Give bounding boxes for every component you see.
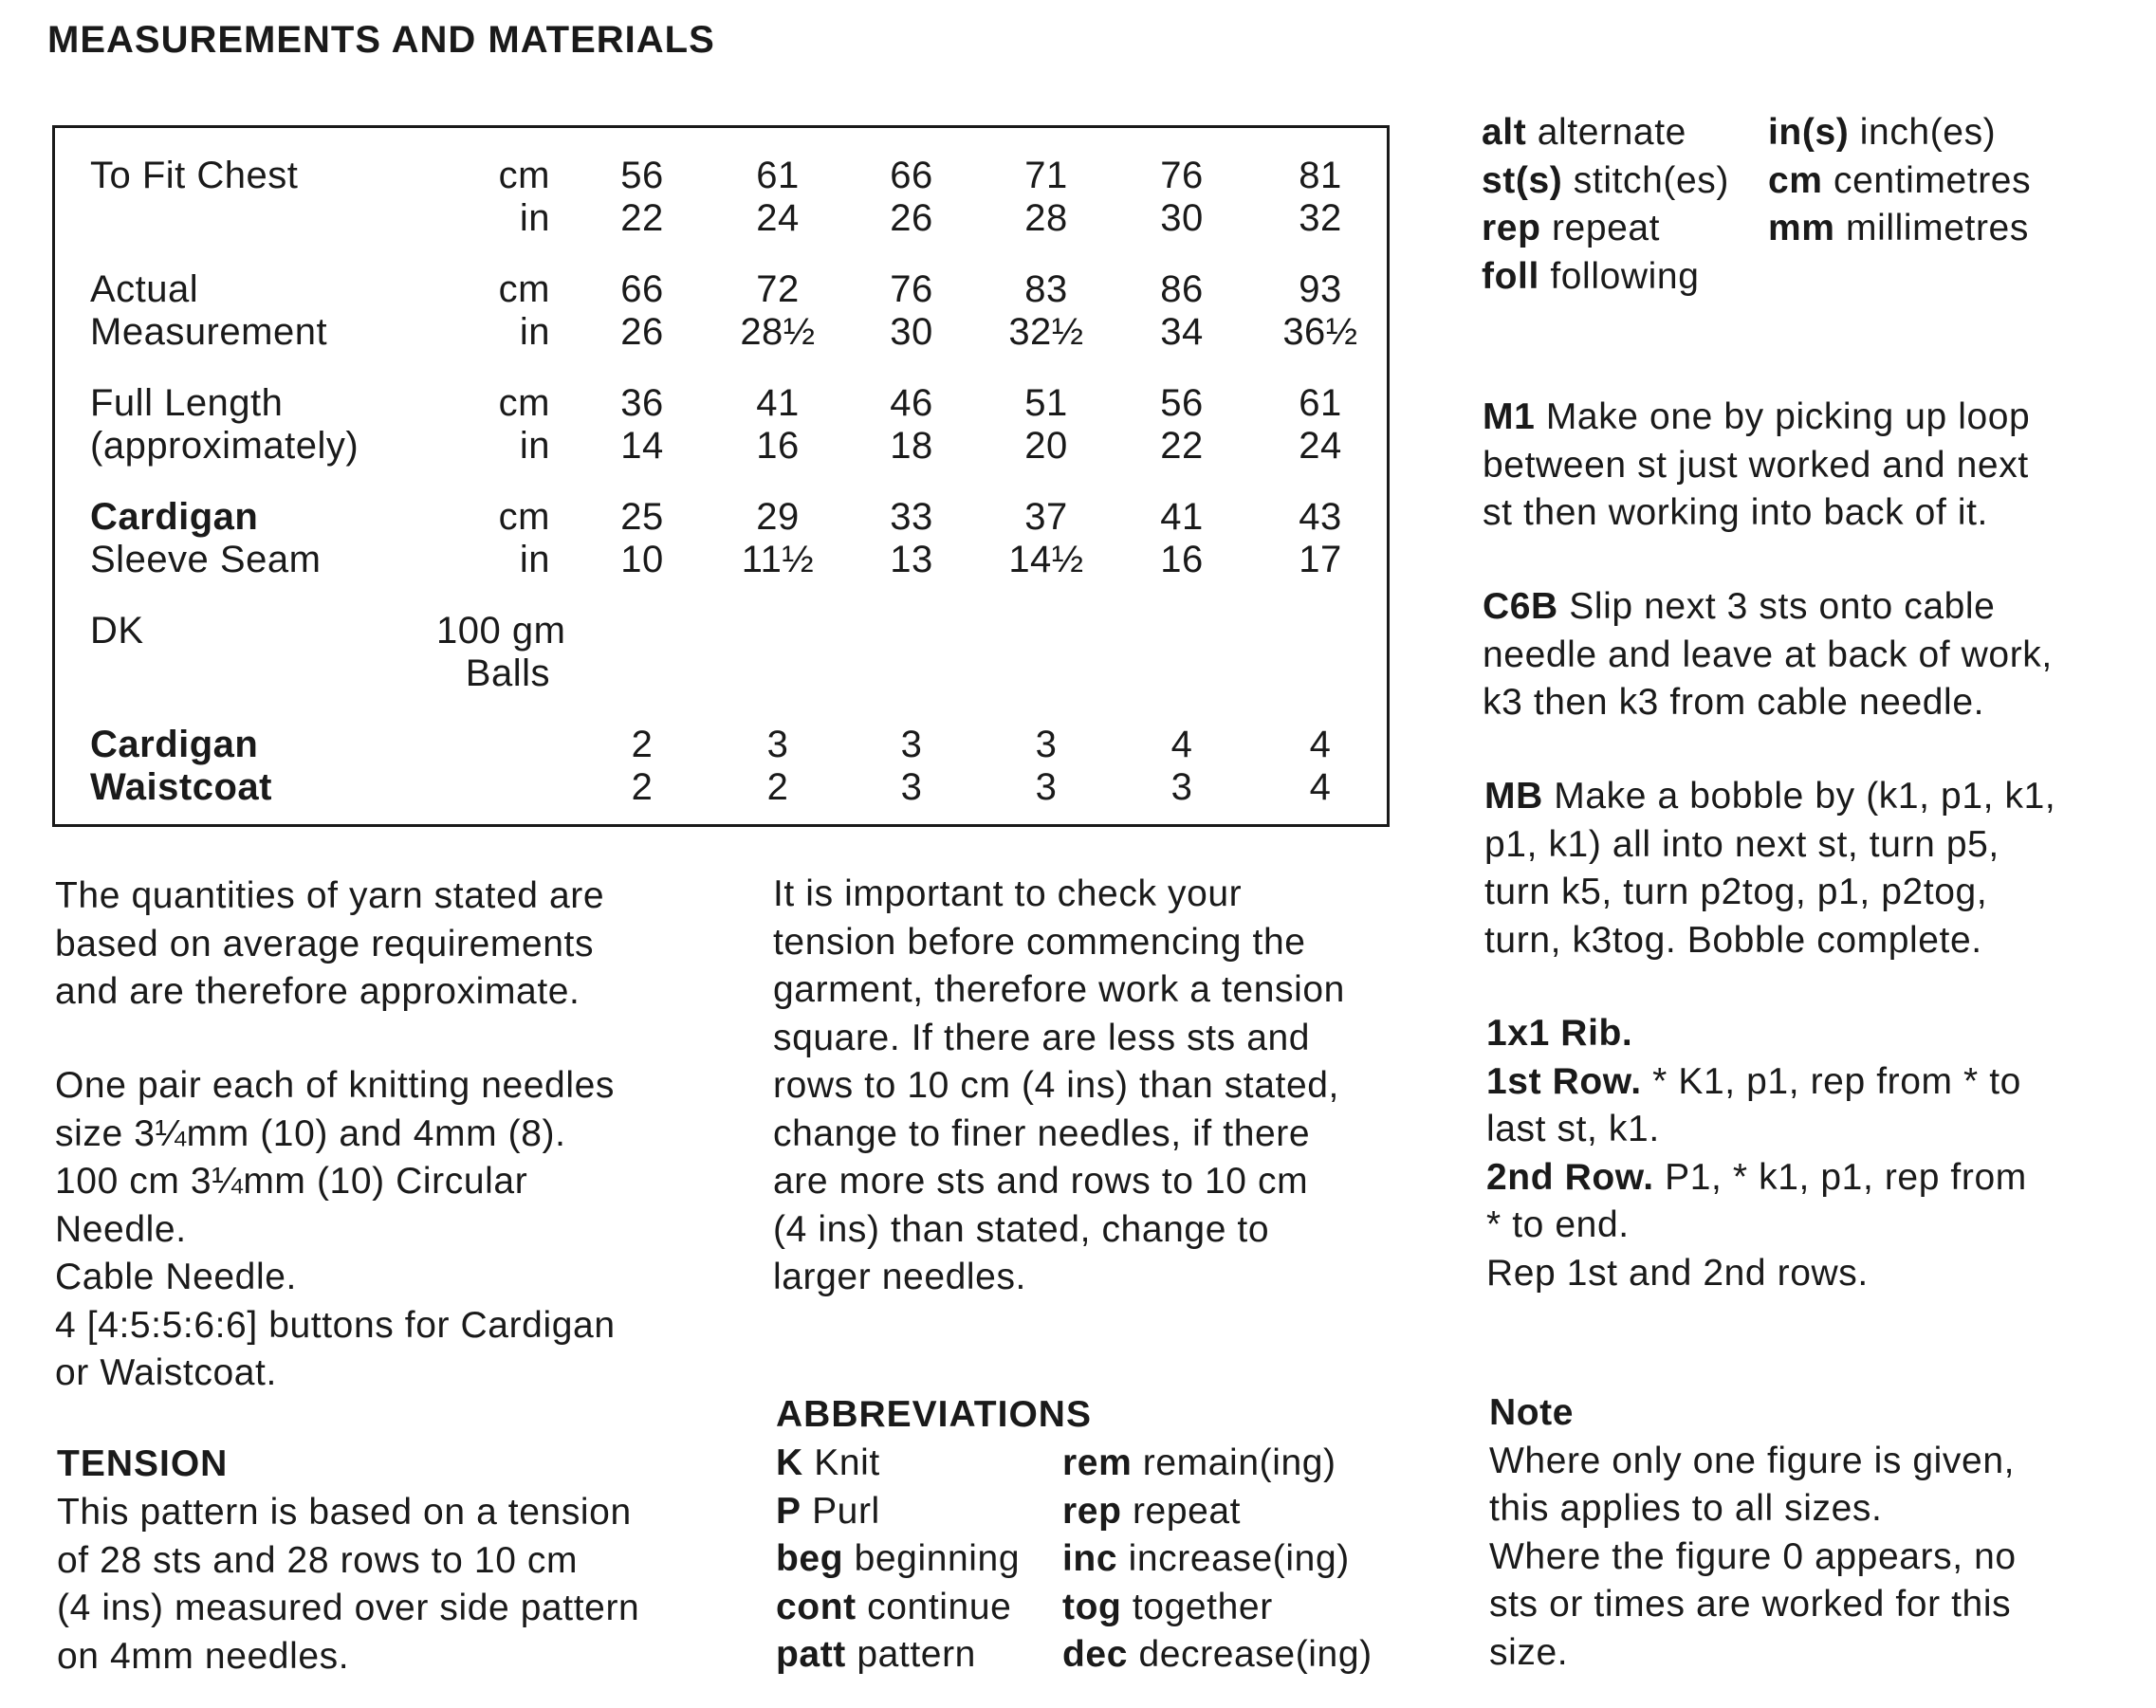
tension-paragraph <box>57 1489 639 1680</box>
table-cell: 25 <box>620 496 664 538</box>
text-line: p1, k1) all into next st, turn p5, <box>1484 823 1999 865</box>
text-line: of 28 sts and 28 rows to 10 cm <box>57 1539 579 1581</box>
text-line: size. <box>1489 1631 1569 1673</box>
table-row-unit: in <box>519 311 550 353</box>
abbreviation-meaning: Purl <box>812 1490 880 1532</box>
table-cell: 14½ <box>1008 539 1084 580</box>
rib-heading: 1x1 Rib. <box>1486 1013 1633 1054</box>
table-cell: 3 <box>1035 724 1058 765</box>
text-line: Where the figure 0 appears, no <box>1489 1535 2017 1577</box>
abbreviation-meaning: decrease(ing) <box>1138 1634 1373 1675</box>
text-line: Make a bobble by (k1, p1, k1, <box>1554 776 2056 817</box>
abbreviation-meaning: repeat <box>1132 1490 1242 1532</box>
table-row-label: Measurement <box>90 311 328 353</box>
abbreviation-meaning: millimetres <box>1846 208 2029 248</box>
abbreviations-list-right <box>1482 109 2031 301</box>
table-cell: 10 <box>620 539 664 580</box>
abbreviation-row <box>776 1584 1373 1632</box>
table-cell: 16 <box>1160 539 1204 580</box>
table-cell: 20 <box>1024 425 1068 467</box>
table-cell: 2 <box>766 766 789 808</box>
table-cell: 32½ <box>1008 311 1084 353</box>
table-cell: 3 <box>900 724 923 765</box>
table-row-unit: in <box>519 539 550 580</box>
table-cell: 34 <box>1160 311 1204 353</box>
table-cell: 37 <box>1024 496 1068 538</box>
table-cell: 3 <box>1035 766 1058 808</box>
table-cell: 72 <box>756 268 800 310</box>
text-line: change to finer needles, if there <box>773 1112 1311 1154</box>
table-row-unit: cm <box>498 496 550 538</box>
abbreviations-list <box>776 1440 1373 1680</box>
table-row-label: Waistcoat <box>90 766 272 808</box>
abbreviation-meaning: inch(es) <box>1859 112 1997 153</box>
abbreviation-row <box>776 1631 1373 1680</box>
row1-term: 1st Row. <box>1486 1060 1642 1102</box>
note-heading: Note <box>1489 1392 1575 1433</box>
abbreviation-term: mm <box>1768 208 1835 248</box>
abbreviation-term: rep <box>1062 1490 1122 1532</box>
table-cell: 4 <box>1309 724 1332 765</box>
table-row-label: Sleeve Seam <box>90 539 322 580</box>
text-line: This pattern is based on a tension <box>57 1492 632 1533</box>
table-cell: 17 <box>1299 539 1342 580</box>
mb-term: MB <box>1484 776 1543 817</box>
table-cell: 66 <box>620 268 664 310</box>
m1-term: M1 <box>1483 396 1536 437</box>
text-line: turn k5, turn p2tog, p1, p2tog, <box>1484 872 1988 912</box>
text-line: Rep 1st and 2nd rows. <box>1486 1252 1869 1294</box>
table-cell: 4 <box>1170 724 1193 765</box>
text-line: tension before commencing the <box>773 921 1306 963</box>
table-row-unit: cm <box>498 155 550 196</box>
text-line: last st, k1. <box>1486 1109 1660 1149</box>
table-cell: 28½ <box>740 311 816 353</box>
abbreviation-term: foll <box>1482 255 1539 297</box>
table-cell: 26 <box>620 311 664 353</box>
text-line: (4 ins) measured over side pattern <box>57 1588 640 1628</box>
abbreviation-term: rep <box>1482 208 1541 248</box>
table-cell: 76 <box>890 268 933 310</box>
m1-definition <box>1483 394 2030 538</box>
abbreviation-row <box>1482 109 2031 157</box>
table-row-label: (approximately) <box>90 425 359 467</box>
abbreviation-row <box>776 1440 1373 1488</box>
mb-definition <box>1484 773 2055 964</box>
table-cell: 46 <box>890 382 933 424</box>
table-cell: 14 <box>620 425 664 467</box>
text-line: Slip next 3 sts onto cable <box>1569 586 1996 627</box>
abbreviation-meaning: remain(ing) <box>1142 1442 1336 1483</box>
abbreviation-meaning: continue <box>867 1586 1012 1627</box>
abbreviation-term: st(s) <box>1482 159 1563 201</box>
table-cell: 43 <box>1299 496 1342 538</box>
abbreviation-row <box>1482 253 2031 302</box>
table-cell: 3 <box>900 766 923 808</box>
abbreviation-term: alt <box>1482 112 1527 153</box>
needles-paragraph <box>55 1062 616 1398</box>
text-line: P1, * k1, p1, rep from <box>1665 1156 2027 1198</box>
text-line: 100 cm 3¼mm (10) Circular <box>55 1161 528 1202</box>
table-row-unit: in <box>519 197 550 239</box>
table-cell: 41 <box>1160 496 1204 538</box>
text-line: are more sts and rows to 10 cm <box>773 1161 1309 1202</box>
table-cell: 2 <box>631 766 654 808</box>
table-cell: 41 <box>756 382 800 424</box>
text-line: It is important to check your <box>773 873 1243 914</box>
text-line: 4 [4:5:5:6:6] buttons for Cardigan <box>55 1304 616 1346</box>
table-cell: 26 <box>890 197 933 239</box>
table-row-label: Actual <box>90 268 199 310</box>
table-cell: 4 <box>1309 766 1332 808</box>
text-line: between st just worked and next <box>1483 444 2029 486</box>
table-cell: 71 <box>1024 155 1068 196</box>
table-row-label: DK <box>90 610 144 652</box>
table-row-label: Full Length <box>90 382 284 424</box>
table-cell: 29 <box>756 496 800 538</box>
c6b-definition <box>1483 583 2053 727</box>
c6b-term: C6B <box>1483 586 1558 627</box>
text-line: Needle. <box>55 1208 187 1250</box>
row2-term: 2nd Row. <box>1486 1156 1654 1198</box>
text-line: Where only one figure is given, <box>1489 1440 2016 1481</box>
abbreviation-meaning: centimetres <box>1834 159 2032 201</box>
table-row-unit: cm <box>498 382 550 424</box>
abbreviation-term: P <box>776 1490 802 1532</box>
table-row-unit: Balls <box>465 652 550 694</box>
table-cell: 30 <box>890 311 933 353</box>
abbreviation-meaning: pattern <box>857 1634 976 1675</box>
abbreviation-row <box>776 1535 1373 1584</box>
table-cell: 56 <box>620 155 664 196</box>
abbreviations-heading: ABBREVIATIONS <box>776 1394 1092 1435</box>
table-cell: 30 <box>1160 197 1204 239</box>
text-line: Make one by picking up loop <box>1545 396 2031 437</box>
table-row-label: To Fit Chest <box>90 155 299 196</box>
table-cell: 36 <box>620 382 664 424</box>
table-cell: 36½ <box>1282 311 1358 353</box>
table-cell: 24 <box>1299 425 1342 467</box>
text-line: square. If there are less sts and <box>773 1017 1311 1058</box>
abbreviation-term: dec <box>1062 1634 1129 1675</box>
text-line: k3 then k3 from cable needle. <box>1483 682 1985 723</box>
table-row-unit: cm <box>498 268 550 310</box>
table-cell: 3 <box>1170 766 1193 808</box>
table-row-label: Cardigan <box>90 496 259 538</box>
text-line: (4 ins) than stated, change to <box>773 1208 1270 1250</box>
table-cell: 33 <box>890 496 933 538</box>
text-line: on 4mm needles. <box>57 1635 350 1677</box>
text-line: needle and leave at back of work, <box>1483 634 2053 675</box>
table-row-unit: 100 gm <box>436 610 566 652</box>
tension-heading: TENSION <box>57 1443 229 1484</box>
abbreviation-term: inc <box>1062 1538 1118 1579</box>
abbreviation-term: patt <box>776 1634 846 1675</box>
abbreviation-meaning: increase(ing) <box>1128 1538 1350 1579</box>
abbreviation-term: tog <box>1062 1586 1122 1627</box>
table-cell: 28 <box>1024 197 1068 239</box>
table-cell: 32 <box>1299 197 1342 239</box>
table-cell: 3 <box>766 724 789 765</box>
text-line: sts or times are worked for this <box>1489 1584 2012 1625</box>
abbreviation-meaning: alternate <box>1537 112 1686 153</box>
abbreviation-row <box>776 1488 1373 1536</box>
rib-instructions <box>1486 1010 2027 1297</box>
abbreviation-meaning: together <box>1132 1586 1273 1627</box>
text-line: * to end. <box>1486 1204 1630 1245</box>
text-line: based on average requirements <box>55 923 595 964</box>
text-line: One pair each of knitting needles <box>55 1065 616 1106</box>
table-cell: 22 <box>620 197 664 239</box>
table-cell: 13 <box>890 539 933 580</box>
table-cell: 76 <box>1160 155 1204 196</box>
table-cell: 61 <box>756 155 800 196</box>
abbreviation-term: cm <box>1768 159 1823 201</box>
abbreviation-row <box>1482 157 2031 206</box>
page-title: MEASUREMENTS AND MATERIALS <box>47 19 715 61</box>
abbreviation-row <box>1482 205 2031 253</box>
table-cell: 11½ <box>741 539 815 580</box>
yarn-quantities-paragraph <box>55 872 604 1017</box>
abbreviation-meaning: repeat <box>1551 208 1661 248</box>
text-line: st then working into back of it. <box>1483 492 1988 533</box>
abbreviation-meaning: beginning <box>854 1538 1021 1579</box>
table-cell: 66 <box>890 155 933 196</box>
text-line: or Waistcoat. <box>55 1352 277 1393</box>
abbreviation-term: rem <box>1062 1442 1133 1483</box>
text-line: rows to 10 cm (4 ins) than stated, <box>773 1065 1339 1106</box>
table-cell: 22 <box>1160 425 1204 467</box>
table-cell: 81 <box>1299 155 1342 196</box>
abbreviation-term: in(s) <box>1768 112 1850 153</box>
tension-check-paragraph <box>773 871 1345 1302</box>
text-line: size 3¼mm (10) and 4mm (8). <box>55 1112 566 1154</box>
abbreviation-meaning: stitch(es) <box>1573 159 1729 201</box>
table-cell: 93 <box>1299 268 1342 310</box>
table-cell: 61 <box>1299 382 1342 424</box>
table-cell: 51 <box>1024 382 1068 424</box>
text-line: larger needles. <box>773 1257 1026 1297</box>
text-line: Cable Needle. <box>55 1257 297 1297</box>
text-line: * K1, p1, rep from * to <box>1652 1060 2021 1102</box>
abbreviation-term: cont <box>776 1586 857 1627</box>
table-row-label: Cardigan <box>90 724 259 765</box>
table-cell: 86 <box>1160 268 1204 310</box>
abbreviation-meaning: Knit <box>814 1442 880 1483</box>
table-cell: 56 <box>1160 382 1204 424</box>
table-cell: 2 <box>631 724 654 765</box>
abbreviation-term: K <box>776 1442 803 1483</box>
text-line: this applies to all sizes. <box>1489 1488 1883 1529</box>
abbreviation-meaning: following <box>1550 255 1700 297</box>
text-line: and are therefore approximate. <box>55 971 580 1012</box>
text-line: turn, k3tog. Bobble complete. <box>1484 919 1982 961</box>
table-cell: 16 <box>756 425 800 467</box>
abbreviation-term: beg <box>776 1538 844 1579</box>
note-section <box>1489 1389 2017 1677</box>
table-row-unit: in <box>519 425 550 467</box>
table-cell: 18 <box>890 425 933 467</box>
text-line: The quantities of yarn stated are <box>55 875 605 916</box>
table-cell: 24 <box>756 197 800 239</box>
table-cell: 83 <box>1024 268 1068 310</box>
text-line: garment, therefore work a tension <box>773 969 1345 1010</box>
